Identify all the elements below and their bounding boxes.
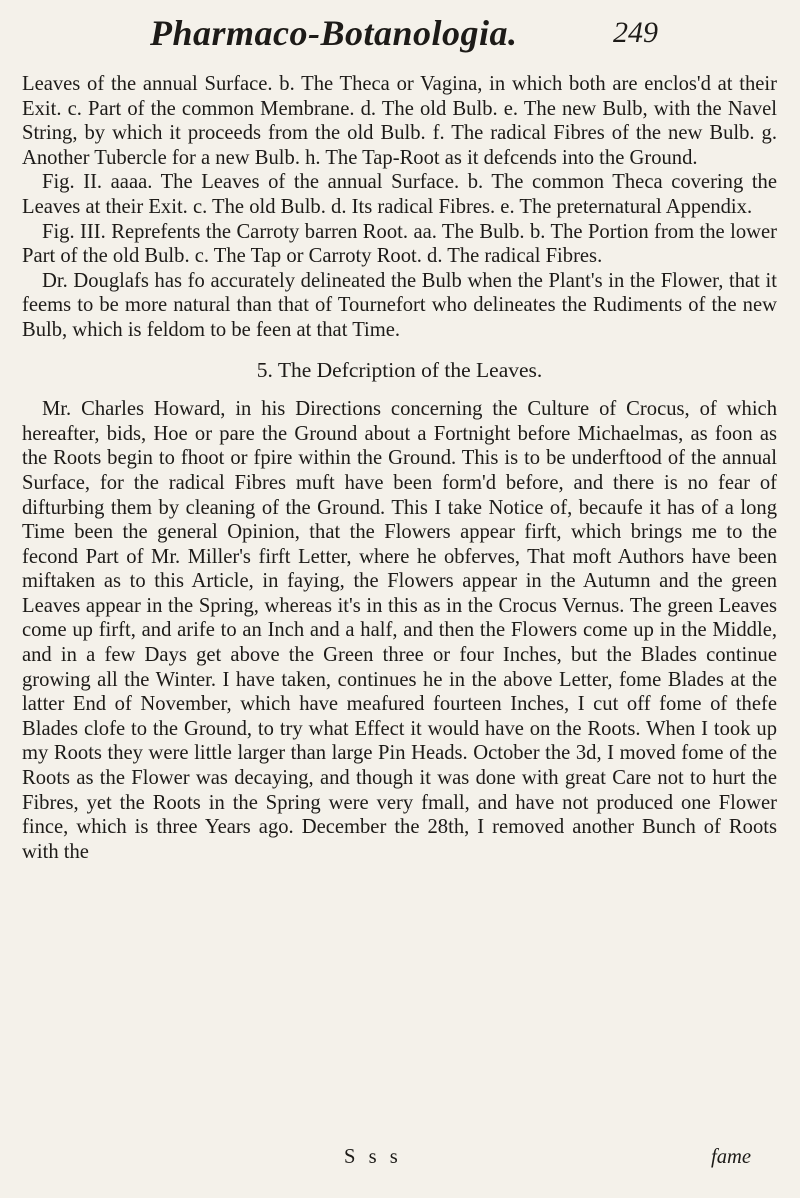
page-header (0, 0, 800, 74)
signature-mark: S s s (344, 1146, 402, 1168)
paragraph-figure-legend: Leaves of the annual Surface. b. The Theca or Vagina, in which both are enclos'd at their Exit. c. Part of the common Membrane. d. The old Bulb. e. The new Bulb, with the Navel String, by which it proceeds from the old Bulb. f. The radical Fibres of the new Bulb. g. Another Tubercle for a new Bulb. h. The Tap-Root as it defcends into the Ground. (22, 73, 777, 169)
page-footer (22, 1146, 777, 1172)
paragraph-howard: Mr. Charles Howard, in his Directions concerning the Culture of Crocus, of which hereafter, bids, Hoe or pare the Ground about a Fortnight before Michaelmas, as foon as the Roots begin to fhoot or fpire within the Ground. This is to be underftood of the annual Surface, for the radical Fibres muft have been form'd before, and there is no fear of difturbing them by cleaning of the Ground. This I take Notice of, becaufe it has of a long Time been the general Opinion, that the Flowers appear firft, which brings me to the fecond Part of Mr. Miller's firft Letter, where he obferves, That moft Authors have been miftaken as to this Article, in faying, the Flowers appear in the Autumn and the green Leaves appear in the Spring, whereas it's in this as in the Crocus Vernus. The green Leaves come up firft, and arife to an Inch and a half, and then the Flowers come up in the Middle, and in a few Days get above the Green three or four Inches, but the Blades continue growing all the Winter. I have taken, continues he in the above Letter, fome Blades at the latter End of November, which have meafured fourteen Inches, I cut off fome of thefe Blades clofe to the Ground, to try what Effect it would have on the Roots. When I took up my Roots they were little larger than large Pin Heads. October the 3d, I moved fome of the Roots as the Flower was decaying, and though it was done with great Care not to hurt the Fibres, yet the Roots in the Spring were very fmall, and have not produced one Flower fince, which is three Years ago. December the 28th, I removed another Bunch of Roots with the (22, 398, 777, 863)
paragraph-fig-2: Fig. II. aaaa. The Leaves of the annual Surface. b. The common Theca covering the Leaves at their Exit. c. The old Bulb. d. Its radical Fibres. e. The preternatural Appendix. (22, 171, 777, 218)
running-head: Pharmaco-Botanologia. (150, 13, 518, 53)
paragraph-douglass: Dr. Douglafs has fo accurately delineated the Bulb when the Plant's in the Flower, that it feems to be more natural than that of Tournefort who delineates the Rudiments of the new Bulb, which is feldom to be feen at that Time. (22, 269, 777, 341)
paragraph-fig-3: Fig. III. Reprefents the Carroty barren Root. aa. The Bulb. b. The Portion from the lower Part of the old Bulb. c. The Tap or Carroty Root. d. The radical Fibres. (22, 220, 777, 268)
page-number: 249 (613, 16, 658, 49)
section-heading: 5. The Defcription of the Leaves. (256, 357, 543, 382)
body-text (22, 72, 777, 864)
catchword: fame (710, 1146, 751, 1168)
